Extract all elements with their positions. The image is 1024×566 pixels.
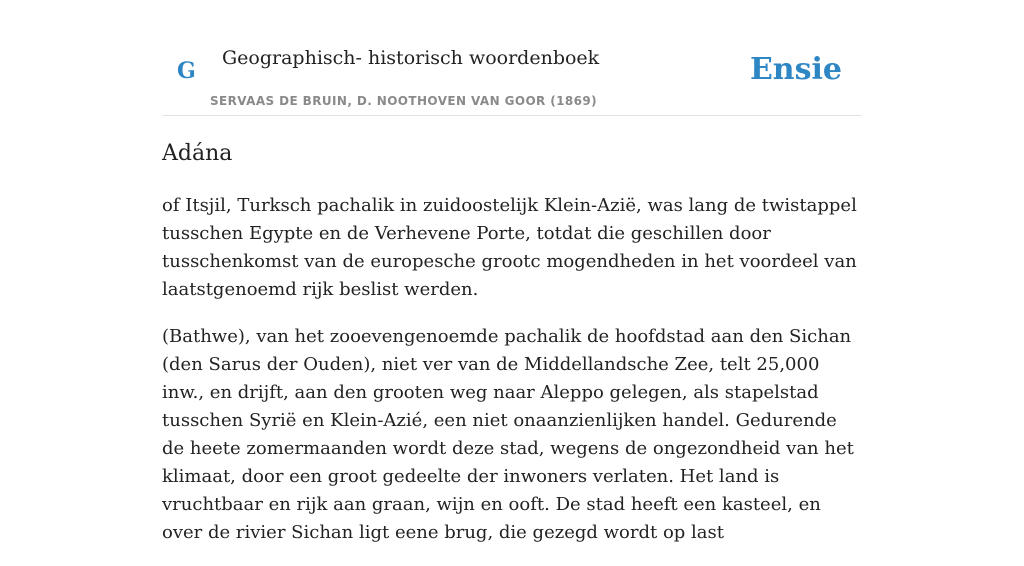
ensie-logo[interactable]: Ensie bbox=[749, 52, 842, 87]
header bbox=[162, 0, 862, 116]
entry-paragraph: (Bathwe), van het zooevengenoemde pachalik de hoofdstad aan den Sichan (den Sarus der Ouden), niet ver van de Middellandsche Zee, telt 25,000 inw., en drijft, aan den grooten weg naar Aleppo gelegen, als stapelstad tusschen Syrië en Klein-Azié, een niet onaanzienlijken handel. Gedurende de heete zomermaanden wordt deze stad, wegens de ongezondheid van het klimaat, door een groot gedeelte der inwoners verlaten. Het land is vruchtbaar en rijk aan graan, wijn en ooft. De stad heeft een kasteel, en over de rivier Sichan ligt eene brug, die gezegd wordt op last bbox=[162, 326, 854, 543]
entry-body bbox=[162, 192, 862, 566]
book-letter-icon[interactable]: G bbox=[177, 58, 196, 84]
entry-paragraph: of Itsjil, Turksch pachalik in zuidoostelijk Klein-Azië, was lang de twistappel tusschen Egypte en de Verhevene Porte, totdat die geschillen door tusschenkomst van de europesche grootc mogendheden in het voordeel van laatstgenoemd rijk beslist werden. bbox=[162, 195, 857, 300]
book-author: SERVAAS DE BRUIN, D. NOOTHOVEN VAN GOOR (1869) bbox=[210, 94, 598, 108]
book-title-link[interactable]: Geographisch- historisch woordenboek bbox=[222, 47, 600, 69]
entry-title: Adána bbox=[162, 141, 233, 166]
